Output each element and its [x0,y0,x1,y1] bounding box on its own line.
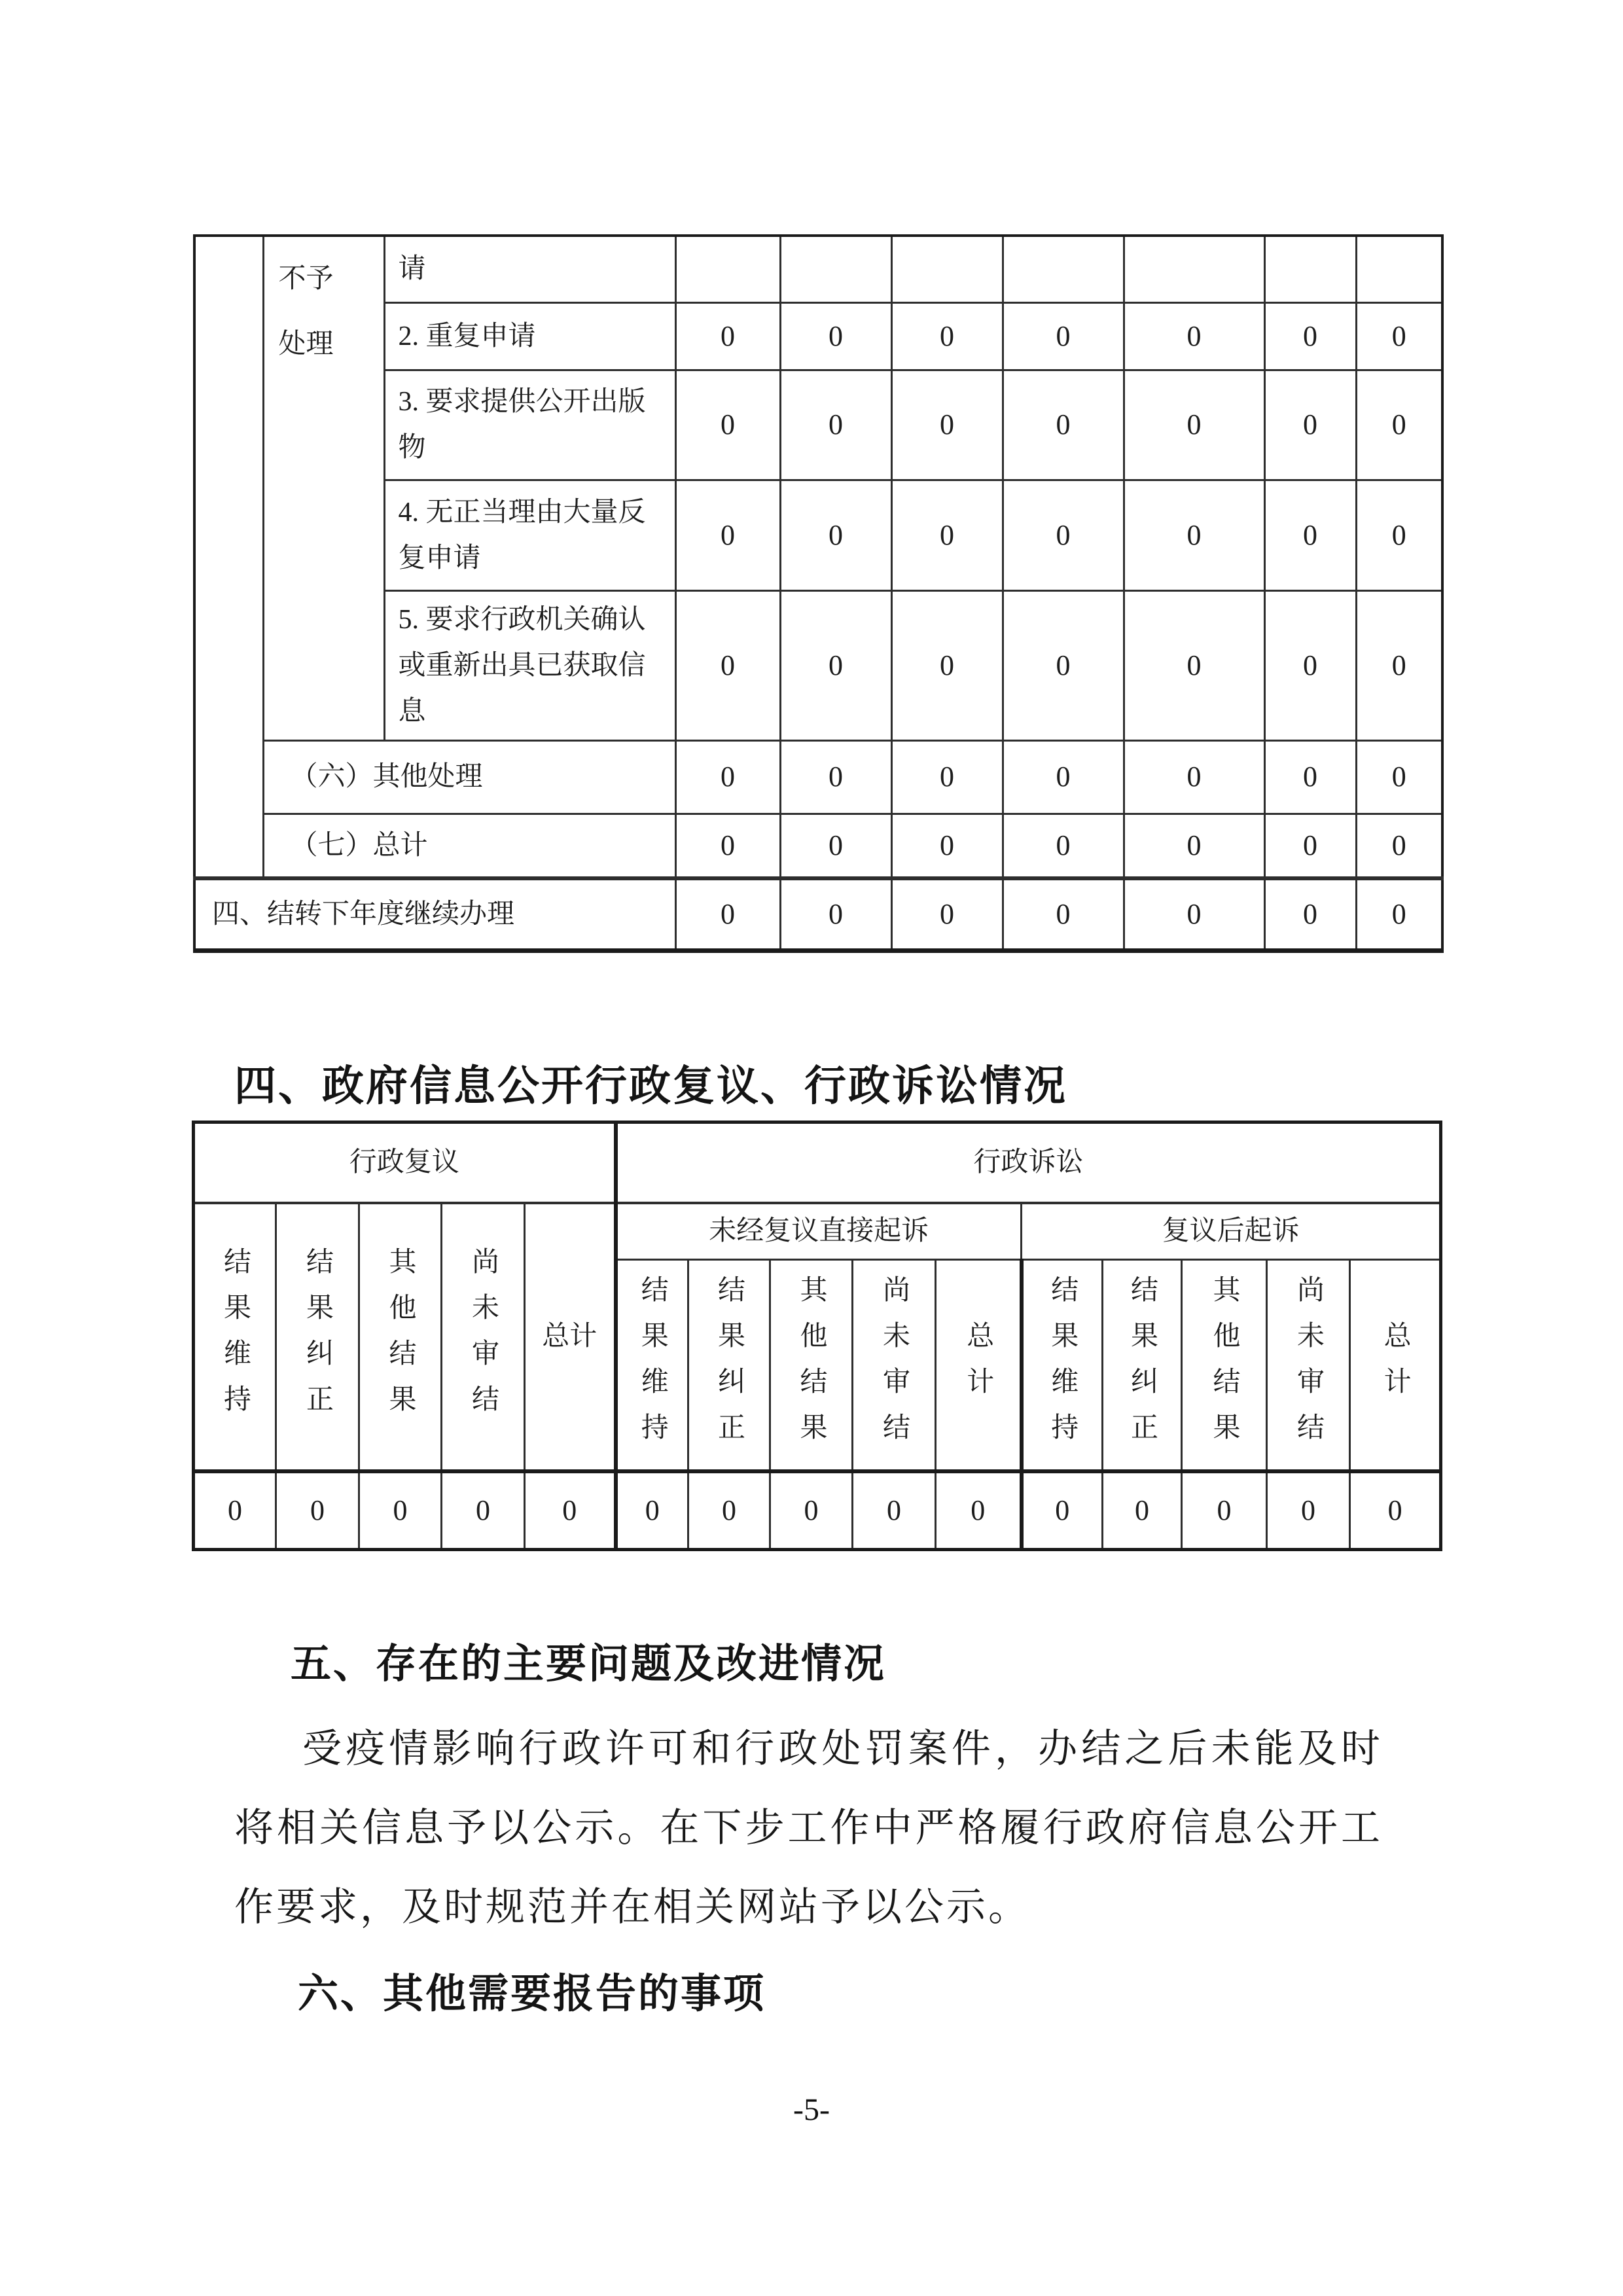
column-header: 结果纠正 [714,1275,745,1459]
applications-table [193,234,1444,953]
subgroup-header-after-review: 复议后起诉 [1022,1203,1441,1260]
data-cell: 0 [525,1471,616,1550]
data-cell: 0 [688,1471,770,1550]
data-cell: 0 [780,814,891,878]
column-header-cell [194,1203,276,1471]
column-header-cell [1182,1260,1267,1471]
table-row [194,236,1442,302]
column-header: 结果维持 [220,1247,250,1430]
data-cell: 0 [675,740,780,814]
subgroup-header-row [194,1203,1441,1260]
row-label-cell: （七）总计 [263,814,675,878]
column-header-cell [770,1260,853,1471]
column-header: 尚未审结 [468,1247,498,1430]
row-label-cell: 3. 要求提供公开出版物 [384,370,675,480]
data-cell [891,236,1003,302]
data-cell: 0 [1356,590,1442,740]
column-header: 总计 [1380,1321,1410,1413]
data-cell: 0 [1003,480,1124,590]
data-cell: 0 [1022,1471,1103,1550]
column-header: 结果纠正 [302,1247,332,1430]
data-cell: 0 [1264,480,1356,590]
row-label-cell: 四、结转下年度继续办理 [194,878,675,950]
data-cell: 0 [359,1471,442,1550]
column-header: 其他结果 [796,1275,827,1459]
column-header-cell [359,1203,442,1471]
column-header-cell [276,1203,359,1471]
table-row [194,814,1442,878]
column-header-cell [936,1260,1022,1471]
empty-section-cell [194,236,263,878]
data-cell: 0 [1124,302,1264,370]
data-cell: 0 [1264,878,1356,950]
column-header-cell [1267,1260,1350,1471]
column-header: 结果维持 [1047,1275,1078,1459]
column-header: 其他结果 [385,1247,416,1430]
data-cell: 0 [1264,814,1356,878]
problems-paragraph: 受疫情影响行政许可和行政处罚案件，办结之后未能及时将相关信息予以公示。在下步工作中严格履行政府信息公开工作要求，及时规范并在相关网站予以公示。 [234,1727,1383,1929]
column-header: 尚未审结 [879,1275,910,1459]
data-cell: 0 [936,1471,1022,1550]
data-cell: 0 [780,480,891,590]
data-cell: 0 [1350,1471,1441,1550]
data-cell: 0 [1356,370,1442,480]
data-cell: 0 [675,480,780,590]
data-cell: 0 [1124,370,1264,480]
data-cell: 0 [1182,1471,1267,1550]
data-cell: 0 [1003,878,1124,950]
column-header: 结果纠正 [1127,1275,1158,1459]
data-cell: 0 [1264,302,1356,370]
group-header-review: 行政复议 [194,1122,616,1203]
data-cell: 0 [675,814,780,878]
data-cell: 0 [675,878,780,950]
column-header: 结果维持 [637,1275,668,1459]
data-cell: 0 [276,1471,359,1550]
data-cell: 0 [1356,878,1442,950]
data-cell: 0 [1356,814,1442,878]
data-cell: 0 [1356,740,1442,814]
data-cell: 0 [1264,370,1356,480]
data-cell: 0 [675,370,780,480]
data-cell: 0 [780,590,891,740]
data-cell: 0 [780,740,891,814]
data-cell: 0 [1003,302,1124,370]
review-litigation-table [192,1121,1442,1551]
data-cell: 0 [1267,1471,1350,1550]
row-label-cell: 请 [384,236,675,302]
data-cell: 0 [1356,302,1442,370]
data-cell: 0 [1264,590,1356,740]
row-group-label: 不予处理 [278,264,334,359]
data-cell: 0 [780,370,891,480]
data-cell: 0 [780,302,891,370]
data-cell: 0 [1124,878,1264,950]
data-row [194,1471,1441,1550]
data-cell: 0 [891,878,1003,950]
data-cell: 0 [1356,480,1442,590]
data-cell [780,236,891,302]
column-header: 总计 [542,1321,597,1352]
row-label-cell: 5. 要求行政机关确认或重新出具已获取信息 [384,590,675,740]
section-heading-review-litigation: 四、政府信息公开行政复议、行政诉讼情况 [234,1062,1067,1109]
data-cell [1124,236,1264,302]
data-cell: 0 [194,1471,276,1550]
group-header-row [194,1122,1441,1203]
data-cell: 0 [1124,480,1264,590]
data-cell: 0 [891,480,1003,590]
data-cell [675,236,780,302]
data-cell: 0 [675,302,780,370]
row-label-cell: 4. 无正当理由大量反复申请 [384,480,675,590]
column-header-cell [616,1260,688,1471]
data-cell: 0 [1003,370,1124,480]
table-row [194,878,1442,950]
column-header-cell [688,1260,770,1471]
data-cell [1356,236,1442,302]
data-cell: 0 [891,590,1003,740]
data-cell: 0 [770,1471,853,1550]
data-cell: 0 [442,1471,525,1550]
data-cell: 0 [1103,1471,1182,1550]
column-header: 尚未审结 [1293,1275,1324,1459]
data-cell: 0 [1124,740,1264,814]
data-cell [1003,236,1124,302]
column-header-cell [1350,1260,1441,1471]
data-cell: 0 [1124,814,1264,878]
data-cell: 0 [891,740,1003,814]
data-cell: 0 [1003,590,1124,740]
data-cell: 0 [1124,590,1264,740]
data-cell: 0 [1003,814,1124,878]
subgroup-header-direct: 未经复议直接起诉 [616,1203,1022,1260]
data-cell: 0 [1003,740,1124,814]
data-cell: 0 [675,590,780,740]
data-cell [1264,236,1356,302]
page-number: -5- [793,2092,830,2127]
group-header-litigation: 行政诉讼 [616,1122,1441,1203]
column-header-cell [1103,1260,1182,1471]
column-header: 其他结果 [1209,1275,1240,1459]
data-cell: 0 [891,302,1003,370]
column-header-cell [525,1203,616,1471]
row-label-cell: 2. 重复申请 [384,302,675,370]
data-cell: 0 [616,1471,688,1550]
row-group-label-cell [263,236,384,740]
table-row [194,740,1442,814]
section-heading-problems: 五、存在的主要问题及改进情况 [291,1641,887,1687]
column-header: 总计 [963,1321,993,1413]
column-header-cell [442,1203,525,1471]
data-cell: 0 [853,1471,936,1550]
data-cell: 0 [1264,740,1356,814]
column-header-cell [1022,1260,1103,1471]
data-cell: 0 [780,878,891,950]
data-cell: 0 [891,814,1003,878]
row-label-cell: （六）其他处理 [263,740,675,814]
column-header-cell [853,1260,936,1471]
section-heading-other: 六、其他需要报告的事项 [298,1971,766,2017]
data-cell: 0 [891,370,1003,480]
